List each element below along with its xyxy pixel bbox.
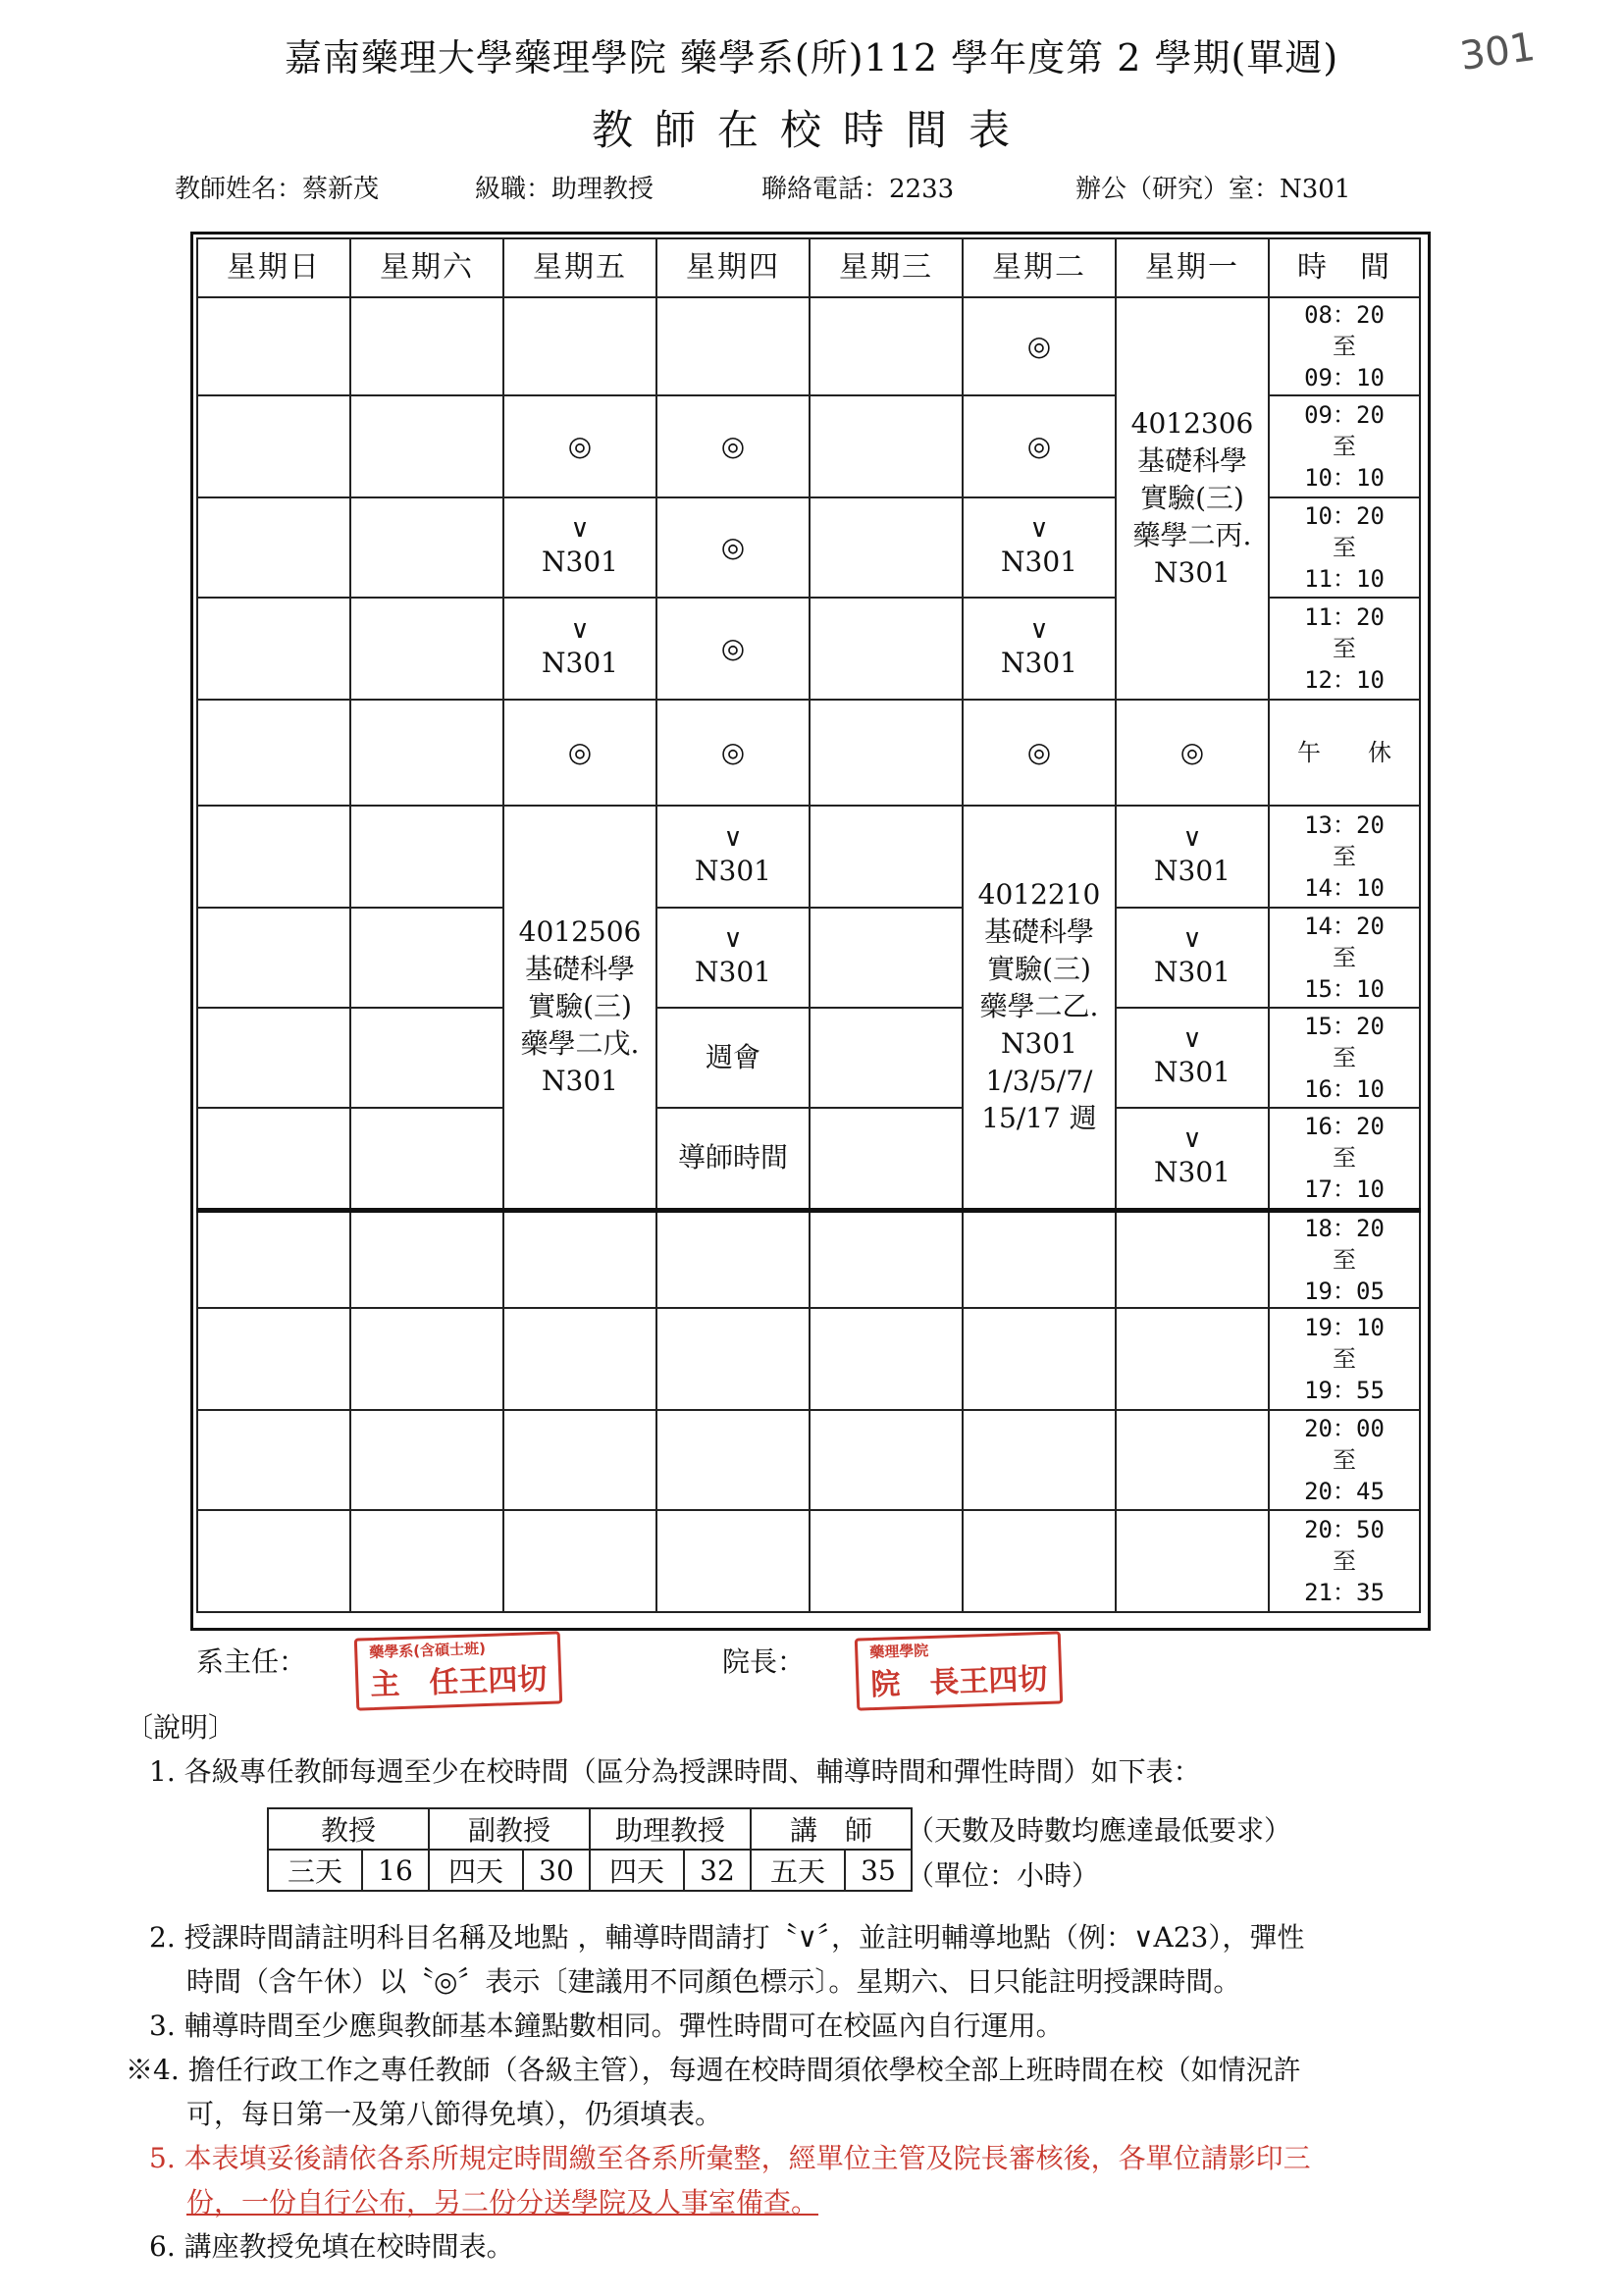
flex-mark: ◎ [963, 700, 1116, 806]
header-sat: 星期六 [350, 238, 503, 297]
header-sun: 星期日 [197, 238, 350, 297]
teacher-phone: 聯絡電話：2233 [761, 175, 955, 204]
table-row [197, 908, 1420, 1008]
schedule-table [196, 237, 1421, 1613]
weekly-meeting-cell: 週會 [656, 1008, 810, 1108]
tutoring-cell: ∨ N301 [963, 598, 1116, 700]
note-3: 3. 輔導時間至少應與教師基本鐘點數相同。彈性時間可在校區內自行運用。 [149, 2009, 1064, 2042]
header-wed: 星期三 [810, 238, 963, 297]
table-row [197, 1008, 1420, 1108]
time-cell: 15：20 至 16：10 [1269, 1008, 1420, 1108]
tutoring-cell: ∨ N301 [1116, 1008, 1269, 1108]
schedule-header-row [197, 238, 1420, 297]
header-mon: 星期一 [1116, 238, 1269, 297]
time-cell: 20：00 至 20：45 [1269, 1410, 1420, 1510]
flex-mark: ◎ [656, 598, 810, 700]
table-row [197, 806, 1420, 908]
header-tue: 星期二 [963, 238, 1116, 297]
note-2a: 2. 授課時間請註明科目名稱及地點 ，輔導時間請打〝∨〞，並註明輔導地點（例：∨A23），彈性 [149, 1921, 1305, 1954]
time-cell: 08：20 至 09：10 [1269, 297, 1420, 395]
time-cell: 13：20 至 14：10 [1269, 806, 1420, 908]
header-thu: 星期四 [656, 238, 810, 297]
header-fri: 星期五 [503, 238, 656, 297]
flex-mark: ◎ [503, 700, 656, 806]
table-row-evening [197, 1510, 1420, 1612]
time-cell: 19：10 至 19：55 [1269, 1308, 1420, 1410]
header-time: 時 間 [1269, 238, 1420, 297]
tutoring-cell: ∨ N301 [1116, 1108, 1269, 1210]
note-2b: 時間（含午休）以〝◎〞表示〔建議用不同顏色標示〕。星期六、日只能註明授課時間。 [186, 1965, 1241, 1998]
dept-head-label: 系主任： [196, 1645, 307, 1678]
table-row [197, 1108, 1420, 1210]
time-cell: 16：20 至 17：10 [1269, 1108, 1420, 1210]
flex-mark: ◎ [656, 395, 810, 497]
note-4a: ※4. 擔任行政工作之專任教師（各級主管），每週在校時間須依學校全部上班時間在校（如情況許 [126, 2054, 1301, 2086]
table-row-evening [197, 1210, 1420, 1308]
note-1: 1. 各級專任教師每週至少在校時間（區分為授課時間、輔導時間和彈性時間）如下表： [149, 1755, 1201, 1788]
tutoring-cell: ∨ N301 [503, 497, 656, 598]
time-cell: 10：20 至 11：10 [1269, 497, 1420, 598]
tutoring-cell: ∨ N301 [656, 908, 810, 1008]
note-5a: 5. 本表填妥後請依各系所規定時間繳至各系所彙整，經單位主管及院長審核後，各單位請影印三 [149, 2142, 1311, 2174]
teacher-rank: 級職：助理教授 [475, 175, 654, 204]
dept-head-stamp: 藥學系(含碩士班) 主 任王四切 [354, 1631, 562, 1710]
table-row-evening [197, 1308, 1420, 1410]
time-cell: 18：20 至 19：05 [1269, 1210, 1420, 1308]
time-cell-lunch: 午 休 [1269, 700, 1420, 806]
note-4b: 可，每日第一及第八節得免填），仍須填表。 [186, 2098, 723, 2130]
handwritten-page-number: 301 [1456, 24, 1538, 80]
tutoring-cell: ∨ N301 [963, 497, 1116, 598]
course-block-mon: 4012306 基礎科學 實驗(三) 藥學二丙. N301 [1116, 297, 1269, 700]
mentor-time-cell: 導師時間 [656, 1108, 810, 1210]
tutoring-cell: ∨ N301 [1116, 908, 1269, 1008]
note-6: 6. 講座教授免填在校時間表。 [149, 2230, 514, 2263]
requirement-table: 教授 副教授 助理教授 講 師 三天 16 四天 30 四天 32 五天 35 [267, 1807, 913, 1892]
notes-section [126, 1705, 1539, 1794]
teacher-office: 辦公（研究）室：N301 [1075, 175, 1351, 204]
teacher-name: 教師姓名：蔡新茂 [175, 175, 380, 204]
flex-mark: ◎ [1116, 700, 1269, 806]
time-cell: 09：20 至 10：10 [1269, 395, 1420, 497]
req-note-2: （單位：小時） [907, 1859, 1100, 1892]
tutoring-cell: ∨ N301 [656, 806, 810, 908]
table-row-evening [197, 1410, 1420, 1510]
dean-stamp: 藥理學院 院 長王四切 [855, 1631, 1063, 1710]
flex-mark: ◎ [656, 700, 810, 806]
note-5b: 份，一份自行公布，另二份分送學院及人事室備查。 [186, 2186, 819, 2218]
notes-heading: 〔說明〕 [126, 1711, 236, 1744]
req-note-1: （天數及時數均應達最低要求） [907, 1814, 1292, 1847]
time-cell: 11：20 至 12：10 [1269, 598, 1420, 700]
tutoring-cell: ∨ N301 [1116, 806, 1269, 908]
table-row [197, 297, 1420, 395]
notes-continued [126, 1915, 1539, 2269]
tutoring-cell: ∨ N301 [503, 598, 656, 700]
time-cell: 20：50 至 21：35 [1269, 1510, 1420, 1612]
course-block-fri: 4012506 基礎科學 實驗(三) 藥學二戊. N301 [503, 806, 656, 1210]
time-cell: 14：20 至 15：10 [1269, 908, 1420, 1008]
dean-label: 院長： [722, 1645, 806, 1678]
flex-mark: ◎ [503, 395, 656, 497]
flex-mark: ◎ [963, 297, 1116, 395]
table-row-lunch [197, 700, 1420, 806]
course-block-tue: 4012210 基礎科學 實驗(三) 藥學二乙. N301 1/3/5/7/ 15/17 週 [963, 806, 1116, 1210]
page-subtitle: 教師在校時間表 [591, 106, 1031, 154]
flex-mark: ◎ [963, 395, 1116, 497]
flex-mark: ◎ [656, 497, 810, 598]
page-title: 嘉南藥理大學藥理學院 藥學系(所)112 學年度第 2 學期(單週) [284, 36, 1339, 79]
